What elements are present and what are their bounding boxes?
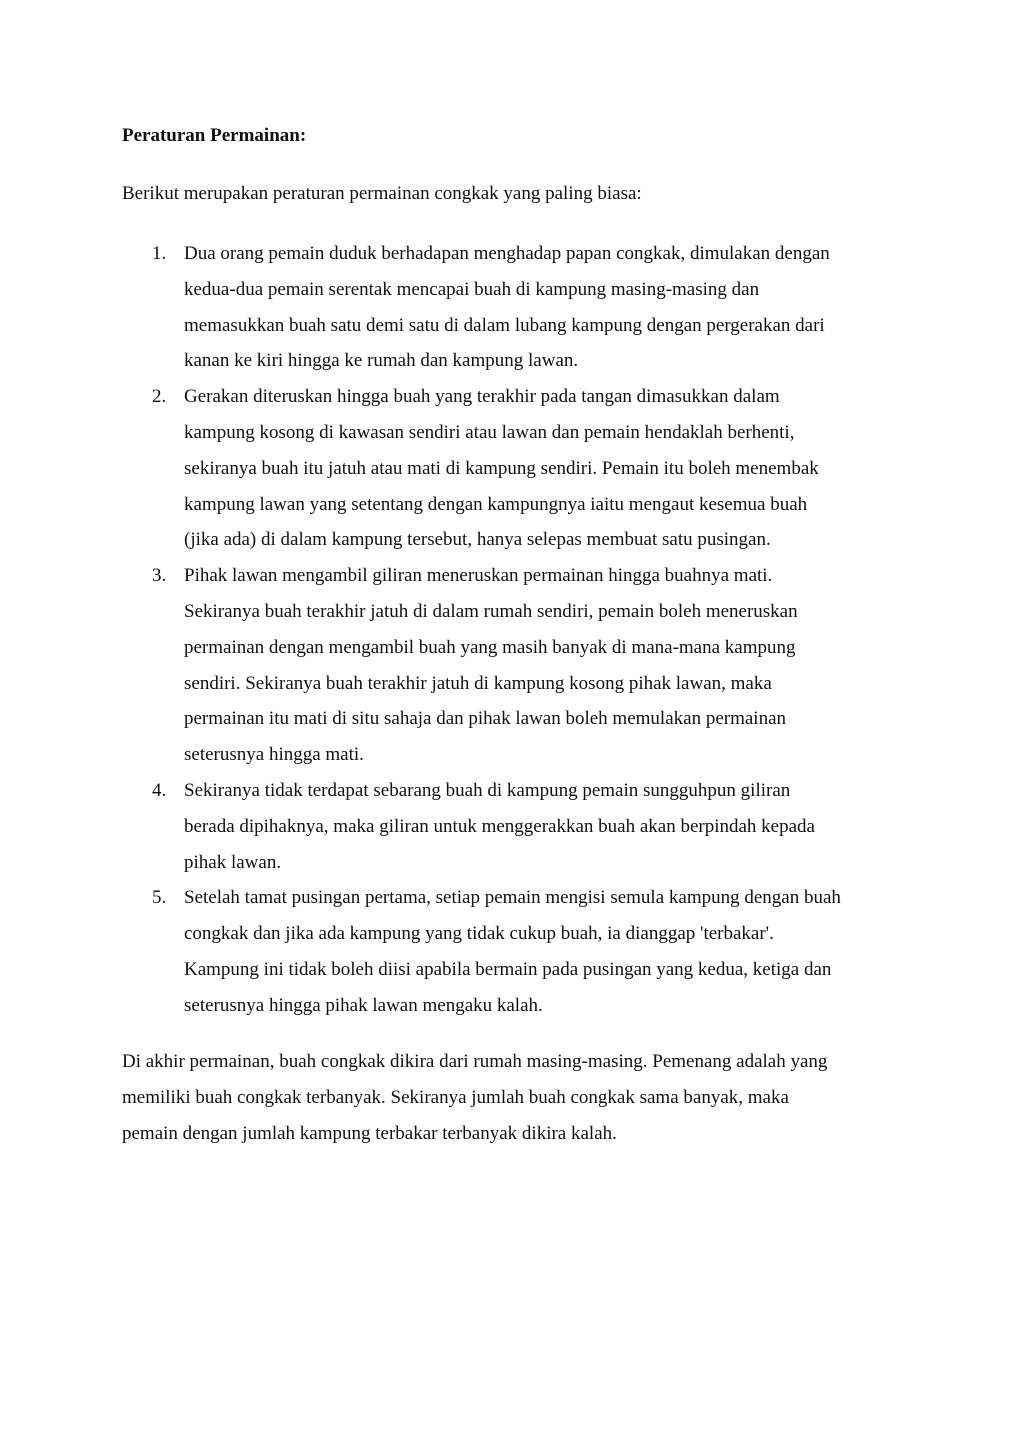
rule-number: 5. bbox=[152, 887, 167, 909]
rule-line: (jika ada) di dalam kampung tersebut, hanya selepas membuat satu pusingan. bbox=[184, 529, 771, 551]
rule-line: Pihak lawan mengambil giliran meneruskan permainan hingga buahnya mati. bbox=[184, 565, 773, 587]
rule-line: kanan ke kiri hingga ke rumah dan kampung lawan. bbox=[184, 350, 579, 372]
rule-item bbox=[122, 379, 912, 558]
closing-line: memiliki buah congkak terbanyak. Sekiranya jumlah buah congkak sama banyak, maka bbox=[122, 1086, 789, 1108]
closing-paragraph bbox=[122, 1044, 912, 1151]
closing-line: pemain dengan jumlah kampung terbakar terbanyak dikira kalah. bbox=[122, 1122, 617, 1144]
rule-line: permainan dengan mengambil buah yang masih banyak di mana-mana kampung bbox=[184, 636, 796, 658]
rule-line: sendiri. Sekiranya buah terakhir jatuh di kampung kosong pihak lawan, maka bbox=[184, 672, 772, 694]
rule-item bbox=[122, 773, 912, 880]
closing-line: Di akhir permainan, buah congkak dikira dari rumah masing-masing. Pemenang adalah yang bbox=[122, 1051, 828, 1072]
rule-line: permainan itu mati di situ sahaja dan pihak lawan boleh memulakan permainan bbox=[184, 708, 787, 730]
rule-line: congkak dan jika ada kampung yang tidak cukup buah, ia dianggap 'terbakar'. bbox=[184, 923, 774, 945]
rule-line: Sekiranya buah terakhir jatuh di dalam rumah sendiri, pemain boleh meneruskan bbox=[184, 600, 798, 622]
rule-line: seterusnya hingga mati. bbox=[184, 744, 364, 766]
rule-number: 3. bbox=[152, 565, 167, 587]
rule-line: Gerakan diteruskan hingga buah yang terakhir pada tangan dimasukkan dalam bbox=[184, 386, 780, 408]
rule-number: 1. bbox=[152, 243, 167, 264]
document-title: Peraturan Permainan: bbox=[122, 125, 307, 146]
rule-number: 2. bbox=[152, 386, 167, 408]
rule-line: sekiranya buah itu jatuh atau mati di kampung sendiri. Pemain itu boleh menembak bbox=[184, 457, 819, 479]
rule-line: seterusnya hingga pihak lawan mengaku kalah. bbox=[184, 994, 543, 1016]
rule-line: berada dipihaknya, maka giliran untuk menggerakkan buah akan berpindah kepada bbox=[184, 815, 815, 837]
rule-item bbox=[122, 236, 912, 379]
intro-paragraph: Berikut merupakan peraturan permainan congkak yang paling biasa: bbox=[122, 183, 642, 204]
rule-line: Kampung ini tidak boleh diisi apabila bermain pada pusingan yang kedua, ketiga dan bbox=[184, 958, 832, 980]
rule-line: kedua-dua pemain serentak mencapai buah di kampung masing-masing dan bbox=[184, 278, 760, 300]
rule-line: kampung lawan yang setentang dengan kampungnya iaitu mengaut kesemua buah bbox=[184, 493, 808, 515]
rule-item bbox=[122, 880, 912, 1023]
rule-number: 4. bbox=[152, 779, 167, 801]
rule-line: pihak lawan. bbox=[184, 851, 282, 873]
rules-list bbox=[122, 236, 912, 1024]
rule-line: memasukkan buah satu demi satu di dalam lubang kampung dengan pergerakan dari bbox=[184, 314, 825, 336]
rule-line: kampung kosong di kawasan sendiri atau lawan dan pemain hendaklah berhenti, bbox=[184, 421, 795, 443]
rule-line: Dua orang pemain duduk berhadapan menghadap papan congkak, dimulakan dengan bbox=[184, 243, 830, 264]
rule-line: Setelah tamat pusingan pertama, setiap pemain mengisi semula kampung dengan buah bbox=[184, 887, 841, 909]
rule-line: Sekiranya tidak terdapat sebarang buah di kampung pemain sungguhpun giliran bbox=[184, 779, 791, 801]
rule-item bbox=[122, 558, 912, 773]
